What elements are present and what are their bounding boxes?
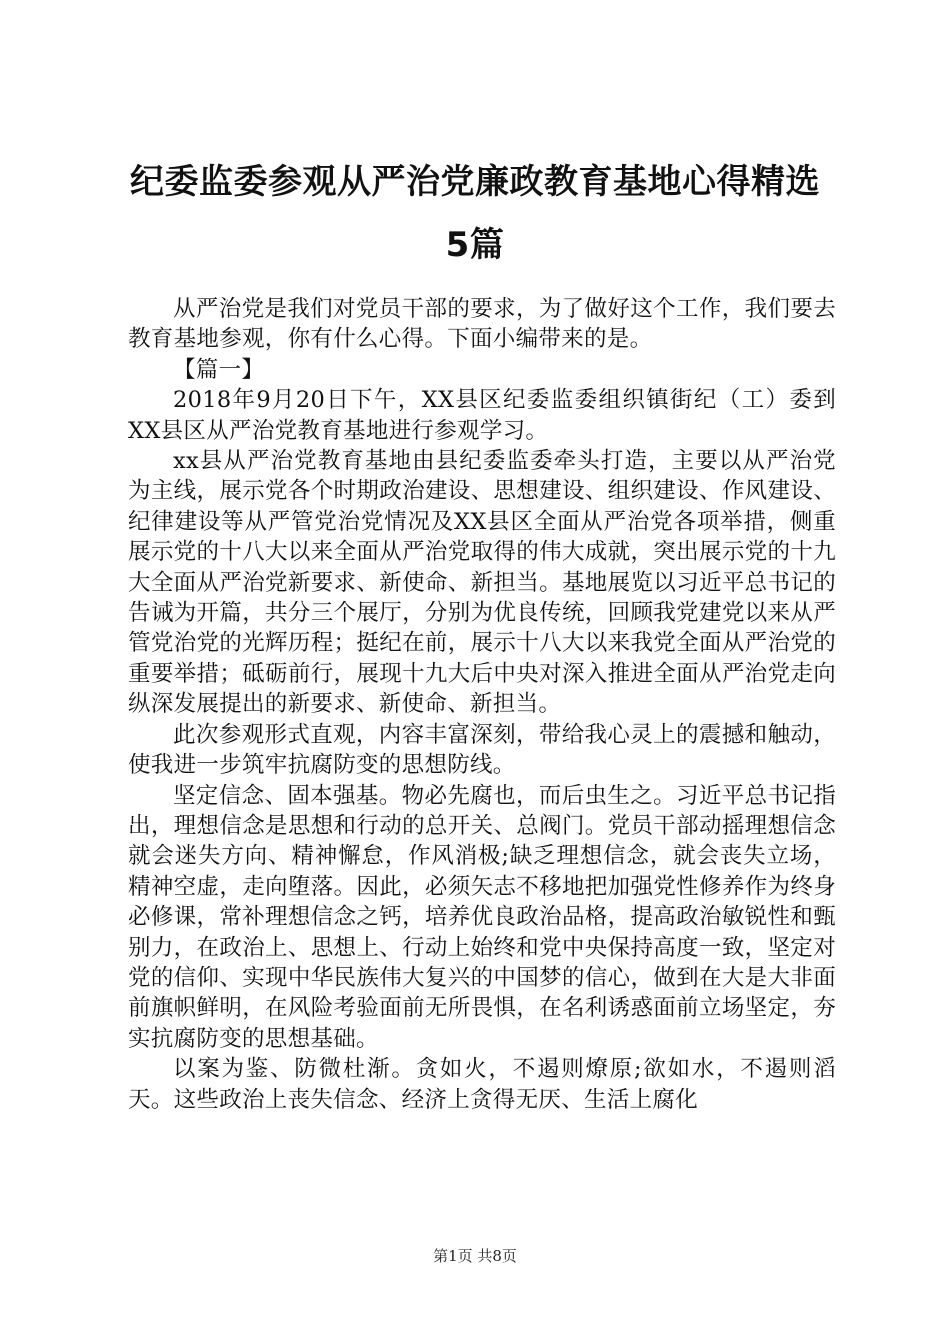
paragraph-intro: 从严治党是我们对党员干部的要求，为了做好这个工作，我们要去教育基地参观，你有什么心得。下面小编带来的是。 (128, 296, 836, 353)
page-footer: 第1页 共8页 (433, 1247, 517, 1265)
paragraph: 以案为鉴、防微杜渐。贪如火，不遏则燎原;欲如水，不遏则滔天。这些政治上丧失信念、经济上贪得无厌、生活上腐化 (128, 1056, 836, 1113)
document-body (128, 294, 836, 1115)
section-heading: 【篇一】 (173, 356, 265, 383)
document-title-line-2: 5篇 (445, 225, 505, 265)
document-title-line-1: 纪委监委参观从严治党廉政教育基地心得精选 (130, 162, 820, 202)
paragraph: 坚定信念、固本强基。物必先腐也，而后虫生之。习近平总书记指出，理想信念是思想和行动的总开关、总阀门。党员干部动摇理想信念就会迷失方向、精神懈怠，作风消极;缺乏理想信念，就会丧失立场，精神空虚，走向堕落。因此，必须矢志不移地把加强党性修养作为终身必修课，常补理想信念之钙，培养优良政治品格，提高政治敏锐性和甄别力，在政治上、思想上、行动上始终和党中央保持高度一致，坚定对党的信仰、实现中华民族伟大复兴的中国梦的信心，做到在大是大非面前旗帜鲜明，在风险考验面前无所畏惧，在名利诱惑面前立场坚定，夯实抗腐防变的思想基础。 (128, 782, 836, 1052)
paragraph: xx县从严治党教育基地由县纪委监委牵头打造，主要以从严治党为主线，展示党各个时期政治建设、思想建设、组织建设、作风建设、纪律建设等从严管党治党情况及XX县区全面从严治党各项举措，侧重展示党的十八大以来全面从严治党取得的伟大成就，突出展示党的十九大全面从严治党新要求、新使命、新担当。基地展览以习近平总书记的告诫为开篇，共分三个展厅，分别为优良传统，回顾我党建党以来从严管党治党的光辉历程；挺纪在前，展示十八大以来我党全面从严治党的重要举措；砥砺前行，展现十九大后中央对深入推进全面从严治党走向纵深发展提出的新要求、新使命、新担当。 (128, 448, 836, 718)
paragraph: 此次参观形式直观，内容丰富深刻，带给我心灵上的震撼和触动，使我进一步筑牢抗腐防变的思想防线。 (128, 721, 836, 779)
paragraph: 2018年9月20日下午，XX县区纪委监委组织镇街纪（工）委到XX县区从严治党教育基地进行参观学习。 (128, 387, 836, 444)
